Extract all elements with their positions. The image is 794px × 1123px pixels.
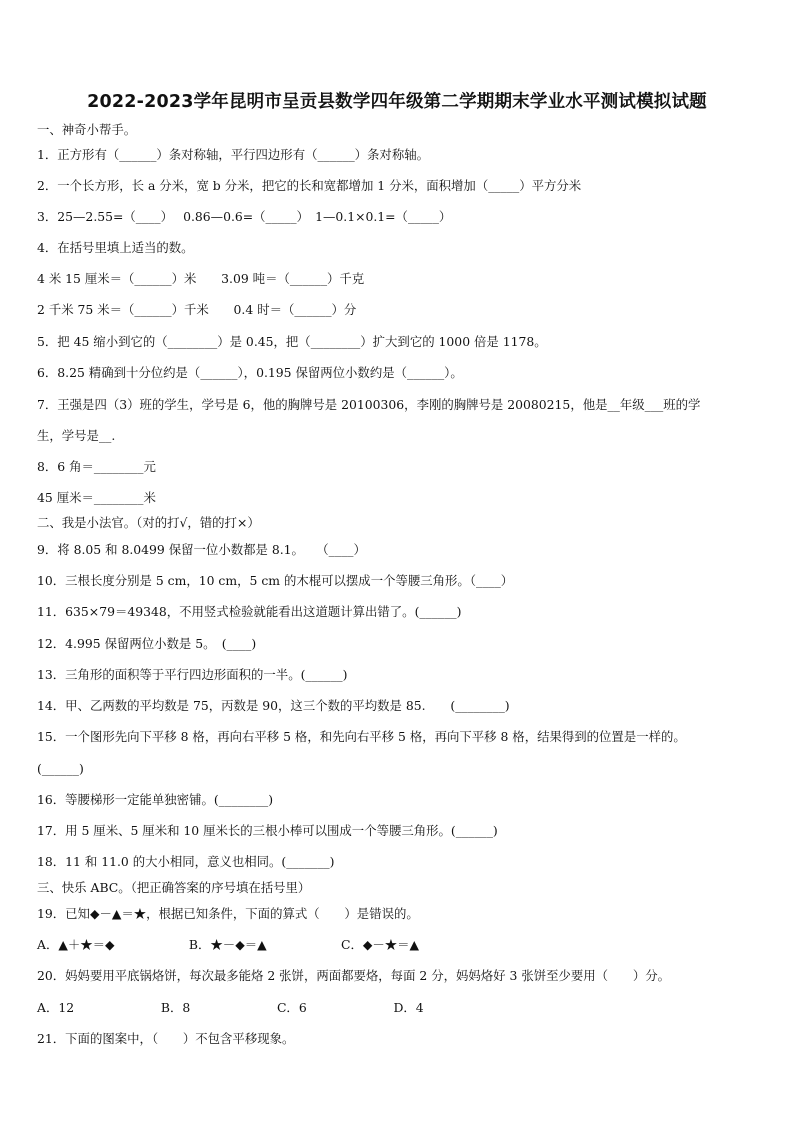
question-7: 7．王强是四（3）班的学生，学号是 6，他的胸牌号是 20100306，李刚的胸牌号是 20080215，他是__年级___班的学 <box>37 397 701 412</box>
section-2-heading: 二、我是小法官。（对的打√，错的打×） <box>37 515 260 530</box>
question-19-options: A．▲＋★＝◆ B．★－◆＝▲ C．◆－★＝▲ <box>37 937 420 952</box>
question-21: 21．下面的图案中，（ ）不包含平移现象。 <box>37 1031 295 1046</box>
question-9: 9．将 8.05 和 8.0499 保留一位小数都是 8.1。 （____） <box>37 542 366 557</box>
question-11: 11．635×79＝49348，不用竖式检验就能看出这道题计算出错了。(______) <box>37 604 462 619</box>
question-20-options: A．12 B．8 C．6 D．4 <box>37 1000 424 1015</box>
question-8-line-2: 45 厘米＝________米 <box>37 490 156 505</box>
question-14: 14．甲、乙两数的平均数是 75，丙数是 90，这三个数的平均数是 85. (________) <box>37 698 510 713</box>
question-12: 12．4.995 保留两位小数是 5。 (____) <box>37 636 257 651</box>
question-5: 5．把 45 缩小到它的（________）是 0.45，把（________）扩大到它的 1000 倍是 1178。 <box>37 334 547 349</box>
question-6: 6．8.25 精确到十分位约是（______），0.195 保留两位小数约是（______）。 <box>37 365 463 380</box>
question-7-continued: 生，学号是__. <box>37 428 116 443</box>
question-16: 16．等腰梯形一定能单独密铺。(________) <box>37 792 274 807</box>
question-3: 3．25—2.55=（____） 0.86—0.6=（_____） 1—0.1×0.1=（_____） <box>37 209 452 224</box>
question-10: 10．三根长度分别是 5 cm，10 cm，5 cm 的木棍可以摆成一个等腰三角形。（____） <box>37 573 514 588</box>
question-8: 8．6 角＝________元 <box>37 459 156 474</box>
question-4: 4．在括号里填上适当的数。 <box>37 240 194 255</box>
question-4-line-1: 4 米 15 厘米＝（______）米 3.09 吨＝（______）千克 <box>37 271 365 286</box>
section-3-heading: 三、快乐 ABC。（把正确答案的序号填在括号里） <box>37 880 311 895</box>
question-2: 2．一个长方形，长 a 分米，宽 b 分米，把它的长和宽都增加 1 分米，面积增加（_____）平方分米 <box>37 178 582 193</box>
question-4-line-2: 2 千米 75 米＝（______）千米 0.4 时＝（______）分 <box>37 302 357 317</box>
section-1-heading: 一、神奇小帮手。 <box>37 122 137 137</box>
page-title: 2022-2023学年昆明市呈贡县数学四年级第二学期期末学业水平测试模拟试题 <box>87 92 707 112</box>
question-18: 18．11 和 11.0 的大小相同，意义也相同。(_______) <box>37 854 335 869</box>
question-15-answer: (______) <box>37 761 84 776</box>
question-20: 20．妈妈要用平底锅烙饼，每次最多能烙 2 张饼，两面都要烙，每面 2 分，妈妈烙好 3 张饼至少要用（ ）分。 <box>37 968 671 983</box>
question-1: 1．正方形有（______）条对称轴，平行四边形有（______）条对称轴。 <box>37 147 429 162</box>
question-15: 15．一个图形先向下平移 8 格，再向右平移 5 格，和先向右平移 5 格，再向下平移 8 格，结果得到的位置是一样的。 <box>37 729 686 744</box>
question-13: 13．三角形的面积等于平行四边形面积的一半。(______) <box>37 667 348 682</box>
question-17: 17．用 5 厘米、5 厘米和 10 厘米长的三根小棒可以围成一个等腰三角形。(______) <box>37 823 498 838</box>
question-19: 19．已知◆－▲＝★，根据已知条件，下面的算式（ ）是错误的。 <box>37 906 419 921</box>
